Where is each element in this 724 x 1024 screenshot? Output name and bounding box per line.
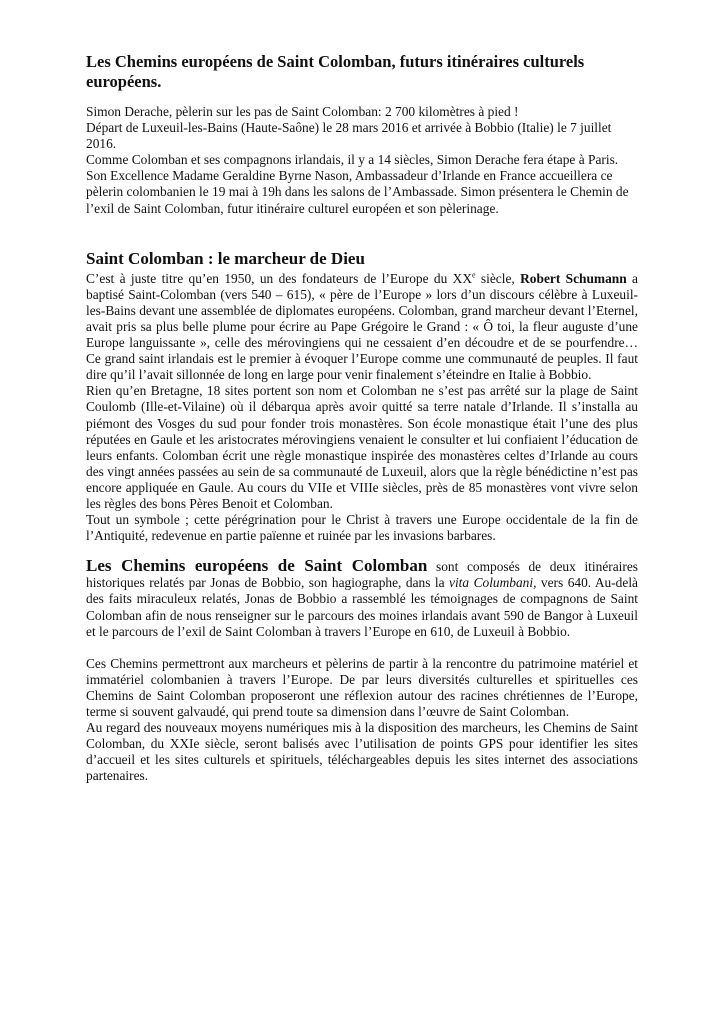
section-lead: Les Chemins européens de Saint Colomban (86, 556, 428, 576)
body-paragraph (86, 558, 638, 639)
text-run: siècle, (475, 270, 521, 286)
section-chemins (86, 558, 638, 784)
italic-title: vita Columbani (449, 575, 534, 591)
superscript: e (472, 270, 476, 280)
paragraph-gap (86, 640, 638, 656)
text-run: sont composés de deux itinéraires historiques relatés par Jonas de Bobbio, son hagiographe, dans la (86, 559, 638, 591)
section-saint-colomban (86, 271, 638, 545)
intro-paragraph: Départ de Luxeuil-les-Bains (Haute-Saône) le 28 mars 2016 et arrivée à Bobbio (Italie) le 7 juillet 2016. (86, 120, 612, 152)
body-paragraph (86, 271, 638, 384)
document-page (86, 52, 638, 784)
body-paragraph: Rien qu’en Bretagne, 18 sites portent son nom et Colomban ne s’est pas arrêté sur la plage de Saint Coulomb (Ille-et-Vilaine) où il débarqua après avoir quitté sa terre natale d’Irlande. Il s’installa au piémont des Vosges du sud pour fonder trois monastères. Son école monastique était l’une des plus réputées en Gaule et les aristocrates mérovingiens venaient le consulter et lui confiaient l’éducation de leurs enfants. Colomban écrit une règle monastique inspirée des monastères celtes d’Irlande au cours des vingt années passées au sein de sa communauté de Luxeuil, alors que la règle bénédictine n’est pas encore appliquée en Gaule. Au cours du VIIe et VIIIe siècles, près de 85 monastères vont vivre selon les règles des bons Pères Benoit et Colomban. (86, 383, 638, 511)
body-paragraph: Au regard des nouveaux moyens numériques mis à la disposition des marcheurs, les Chemins de Saint Colomban, du XXIe siècle, seront balisés avec l’utilisation de points GPS pour identifier les sites d’accueil et les sites culturels et spirituels, téléchargeables depuis les sites internet des associations partenaires. (86, 720, 638, 784)
body-paragraph: Tout un symbole ; cette pérégrination pour le Christ à travers une Europe occidentale de la fin de l’Antiquité, redevenue en partie païenne et ruinée par les invasions barbares. (86, 512, 638, 544)
intro-paragraph: Comme Colomban et ses compagnons irlandais, il y a 14 siècles, Simon Derache fera étape à Paris. Son Excellence Madame Geraldine Byrne Nason, Ambassadeur d’Irlande en France accueillera ce pèlerin colombanien le 19 mai à 19h dans les salons de l’Ambassade. Simon présentera le Chemin de l’exil de Saint Colomban, futur itinéraire culturel européen et son pèlerinage. (86, 152, 629, 216)
section-heading: Saint Colomban : le marcheur de Dieu (86, 248, 365, 268)
text-run: C’est à juste titre qu’en 1950, un des fondateurs de l’Europe du XX (86, 270, 472, 286)
text-run: a baptisé Saint-Colomban (vers 540 – 615), « père de l’Europe » lors d’un discours célèbre à Luxeuil-les-Bains devant une assemblée de diplomates européens. Colomban, grand marcheur devant l’Eternel, avait pris sa plus belle plume pour écrire au Pape Grégoire le Grand : « Ô toi, la fleur auguste d’une Europe languissante », celle des mérovingiens qui ne cessaient d’en découdre et de se pourfendre… Ce grand saint irlandais est le premier à évoquer l’Europe comme une communauté de peuples. Il faut dire qu’il l’avait sillonnée de long en large pour venir finalement s’éteindre en Italie à Bobbio. (86, 270, 638, 383)
body-paragraph: Ces Chemins permettront aux marcheurs et pèlerins de partir à la rencontre du patrimoine matériel et immatériel colombanien à travers l’Europe. De par leurs diversités culturelles et spirituelles ces Chemins de Saint Colomban proposeront une réflexion autour des racines chrétiennes de l’Europe, terme si souvent galvaudé, qui prend toute sa dimension dans l’œuvre de Saint Colomban. (86, 655, 638, 719)
intro-block (86, 104, 638, 217)
intro-paragraph: Simon Derache, pèlerin sur les pas de Saint Colomban: 2 700 kilomètres à pied ! (86, 104, 519, 119)
text-run: , vers 640. Au-delà des faits miraculeux relatés, Jonas de Bobbio a rassemblé les témoignages de compagnons de Saint Colomban afin de nous renseigner sur le parcours des moines irlandais avant 590 de Bangor à Luxeuil et le parcours de l’exil de Saint Colomban à travers l’Europe en 610, de Luxeuil à Bobbio. (86, 575, 638, 639)
document-title: Les Chemins européens de Saint Colomban, futurs itinéraires culturels européens. (86, 52, 585, 91)
bold-name: Robert Schumann (520, 270, 627, 286)
